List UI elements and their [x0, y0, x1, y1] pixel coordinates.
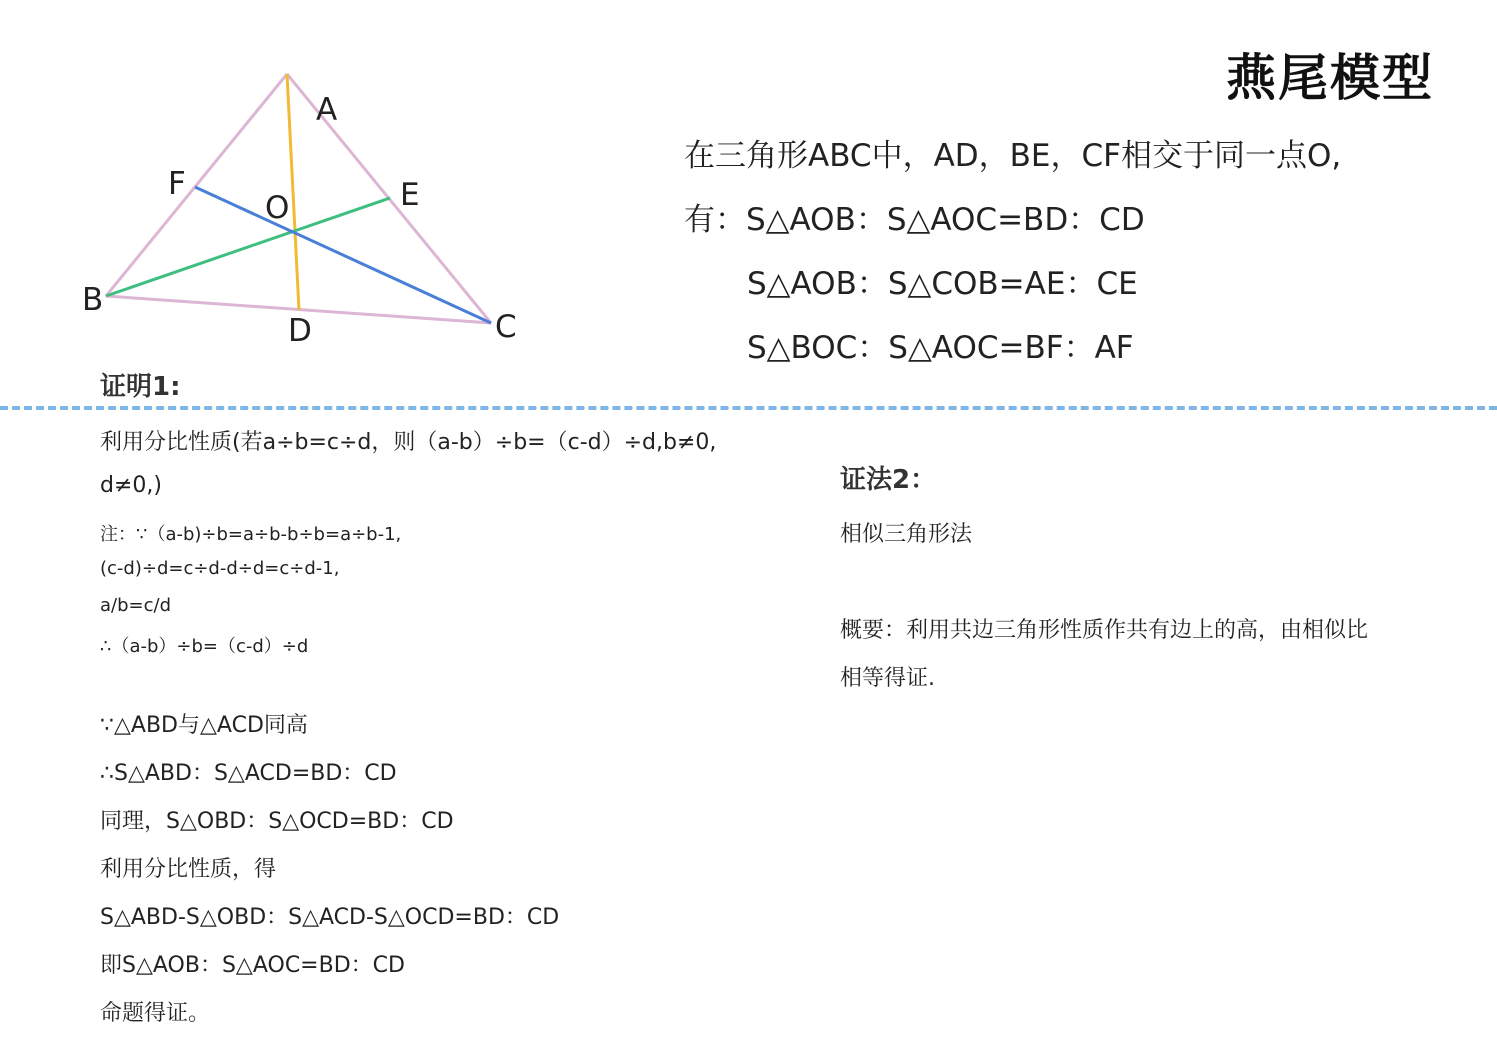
proof2-summary-line-1: 概要：利用共边三角形性质作共有边上的高，由相似比: [840, 618, 1369, 643]
vertex-label-d: D: [288, 313, 312, 349]
proof1-conclusion: 命题得证。: [100, 1001, 211, 1026]
vertex-label-b: B: [82, 282, 104, 318]
triangle-diagram: [0, 0, 560, 370]
proof1-step-6: 即S△AOB：S△AOC=BD：CD: [100, 953, 405, 978]
statement-line-4: S△BOC：S△AOC=BF：AF: [747, 330, 1134, 366]
proof1-note-line-1: 注：∵（a-b)÷b=a÷b-b÷b=a÷b-1,: [100, 524, 402, 545]
statement-line-1: 在三角形ABC中，AD，BE，CF相交于同一点O,: [684, 138, 1342, 174]
proof1-heading: 证明1:: [100, 372, 181, 402]
vertex-label-c: C: [495, 309, 517, 345]
proof1-step-3: 同理，S△OBD：S△OCD=BD：CD: [100, 809, 454, 834]
proof1-step-2: ∴S△ABD：S△ACD=BD：CD: [100, 761, 397, 786]
vertex-label-e: E: [400, 177, 420, 213]
side-ab: [106, 74, 290, 296]
proof1-premise-line-2: d≠0,): [100, 473, 162, 498]
proof2-heading: 证法2：: [840, 465, 937, 495]
proof1-note-line-2: (c-d)÷d=c÷d-d÷d=c÷d-1,: [100, 558, 340, 579]
vertex-label-f: F: [168, 166, 186, 202]
proof1-premise-line-1: 利用分比性质(若a÷b=c÷d，则（a-b）÷b=（c-d）÷d,b≠0,: [100, 430, 717, 455]
proof1-step-1: ∵△ABD与△ACD同高: [100, 713, 308, 738]
statement-line-3: S△AOB：S△COB=AE：CE: [747, 266, 1138, 302]
section-divider: [0, 406, 1497, 410]
proof1-step-4: 利用分比性质，得: [100, 857, 277, 882]
proof2-method: 相似三角形法: [840, 522, 973, 547]
vertex-label-a: A: [316, 92, 338, 128]
proof1-note-line-3: a/b=c/d: [100, 595, 171, 616]
proof2-summary-line-2: 相等得证.: [840, 666, 935, 691]
statement-line-2: 有：S△AOB：S△AOC=BD：CD: [684, 202, 1145, 238]
proof1-step-5: S△ABD-S△OBD：S△ACD-S△OCD=BD：CD: [100, 905, 560, 930]
vertex-label-o: O: [265, 190, 290, 226]
proof1-note-line-4: ∴（a-b）÷b=（c-d）÷d: [100, 636, 309, 657]
segment-cf: [195, 187, 491, 323]
page-title: 燕尾模型: [1226, 49, 1434, 107]
